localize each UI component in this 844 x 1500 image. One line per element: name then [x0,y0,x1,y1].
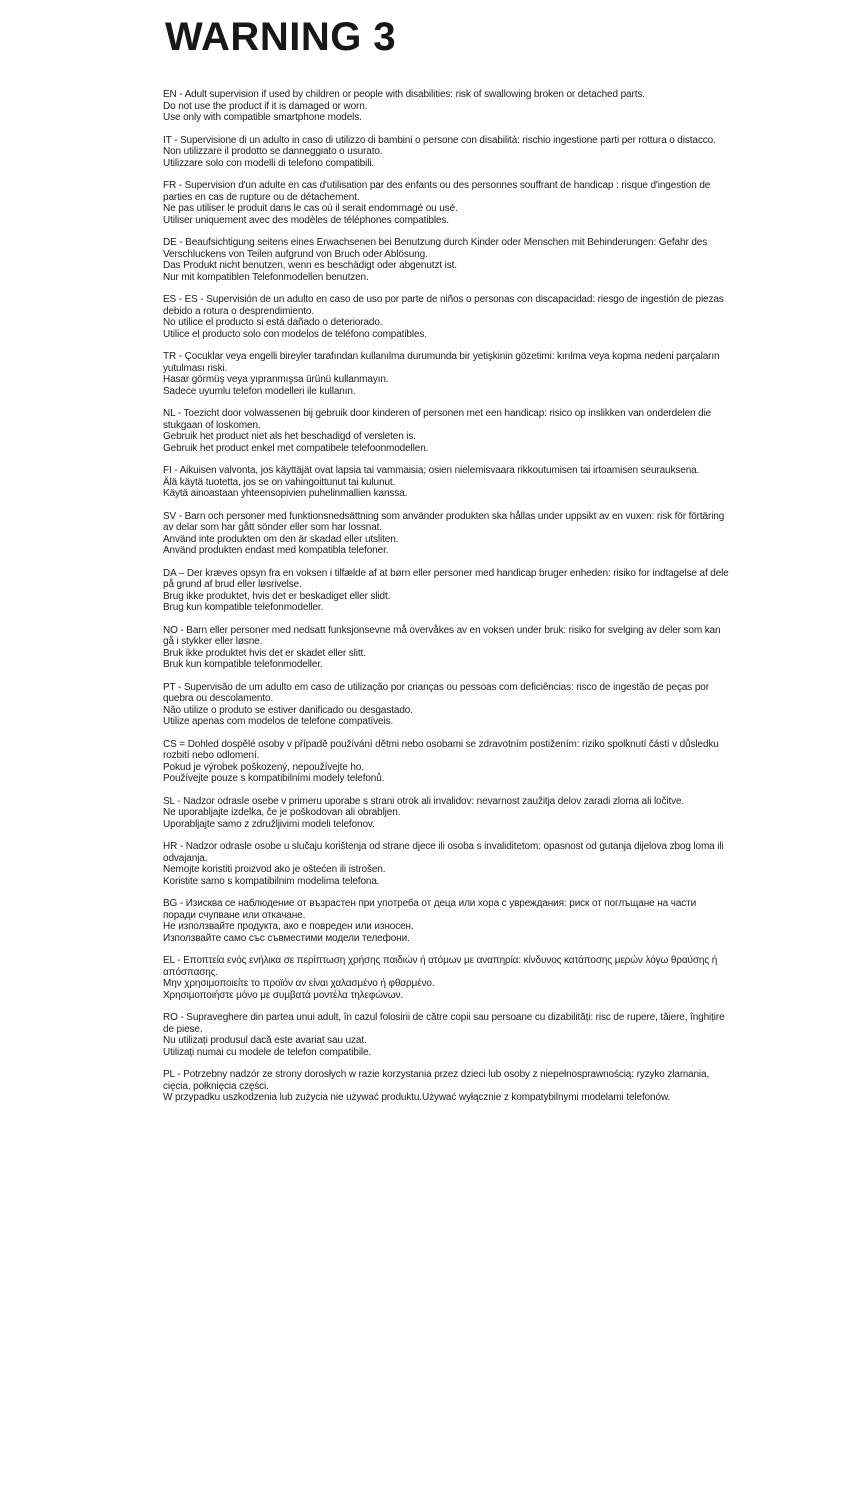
warning-paragraph-es [163,294,731,340]
warning-sentence: Do not use the product if it is damaged or worn. [163,100,368,112]
warning-sentence: IT - Supervisione di un adulto in caso di utilizzo di bambini o persone con disabilità: rischio ingestione parti per rottura o distacco. [163,134,716,146]
warning-sentence: Não utilize o produto se estiver danificado ou desgastado. [163,704,413,716]
warning-paragraph-sl [163,796,731,831]
warnings-list [163,89,731,1104]
warning-sentence: FR - Supervision d'un adulte en cas d'utilisation par des enfants ou des personnes souffrant de handicap : risque d'ingestion de parties en cas de rupture ou de détachement. [163,180,711,203]
warning-paragraph-cs [163,739,731,785]
warning-sentence: Brug kun kompatible telefonmodeller. [163,602,324,613]
warning-paragraph-no [163,625,731,671]
warning-sentence: Pokud je výrobek poškozený, nepoužívejte ho. [163,761,364,773]
warning-sentence: Bruk kun kompatible telefonmodeller. [163,659,323,670]
warning-sentence: Använd produkten endast med kompatibla telefoner. [163,545,389,556]
warning-paragraph-de [163,237,731,283]
warning-sentence: Χρησιμοποιήστε μόνο με συμβατά μοντέλα τηλεφώνων. [163,989,404,1001]
warning-sentence: Ne uporabljajte izdelka, če je poškodovan ali obrabljen. [163,807,401,818]
warning-paragraph-nl [163,408,731,454]
warning-sentence: Uporabljajte samo z združljivimi modeli telefonov. [163,818,375,830]
warning-sentence: Use only with compatible smartphone models. [163,112,362,123]
warning-sentence: Nur mit kompatiblen Telefonmodellen benutzen. [163,271,369,283]
warning-paragraph-fr [163,180,731,226]
warning-sentence: Μην χρησιμοποιείτε το προϊόν αν είναι χαλασμένο ή φθαρμένο. [163,978,435,989]
warning-sentence: DA – Der kræves opsyn fra en voksen i tilfælde af at børn eller personer med handicap bruger enheden: risiko for indtagelse af dele på grund af brud eller løsrivelse. [163,567,729,590]
warning-sentence: ES - ES - Supervisión de un adulto en caso de uso por parte de niños o personas con discapacidad: riesgo de ingestión de piezas debido a rotura o desprendimiento. [163,294,724,317]
warning-sentence: Brug ikke produktet, hvis det er beskadiget eller slidt. [163,590,391,602]
warning-sentence: Älä käytä tuotetta, jos se on vahingoittunut tai kulunut. [163,476,396,488]
warning-paragraph-fi [163,465,731,500]
warning-sentence: NL - Toezicht door volwassenen bij gebruik door kinderen of personen met een handicap: risico op inslikken van onderdelen die stukgaan of loskomen. [163,408,712,431]
warning-paragraph-it [163,135,731,170]
warning-paragraph-da [163,568,731,614]
warning-sentence: RO - Supraveghere din partea unui adult, în cazul folosirii de către copii sau persoane cu dizabilități: risc de rupere, tăiere, înghițire de piese. [163,1012,725,1035]
warning-sentence: Utilize apenas com modelos de telefone compatíveis. [163,716,394,727]
warning-paragraph-pt [163,682,731,728]
warning-sentence: No utilice el producto si está dañado o deteriorado. [163,317,383,328]
warning-sentence: Sadece uyumlu telefon modelleri ile kullanın. [163,385,356,397]
warning-sentence: Utilizzare solo con modelli di telefono compatibili. [163,157,375,169]
warning-paragraph-en [163,89,731,124]
warning-sentence: DE - Beaufsichtigung seitens eines Erwachsenen bei Benutzung durch Kinder oder Menschen mit Behinderungen: Gefahr des Verschluckens von Teilen aufgrund von Bruch oder Ablösung. [163,237,708,260]
warning-paragraph-el [163,955,731,1001]
warning-sentence: W przypadku uszkodzenia lub zużycia nie używać produktu.Używać wyłącznie z kompatybilnymi modelami telefonów. [163,1092,671,1103]
page-title: WARNING 3 [165,15,397,59]
warning-sentence: Käytä ainoastaan yhteensopivien puhelinmallien kanssa. [163,488,408,499]
warning-sentence: SL - Nadzor odrasle osebe v primeru uporabe s strani otrok ali invalidov: nevarnost zaužitja delov zaradi zloma ali ločitve. [163,795,685,807]
warning-sentence: Non utilizzare il prodotto se danneggiato o usurato. [163,146,383,157]
warning-sentence: CS = Dohled dospělé osoby v případě používání dětmi nebo osobami se zdravotním postižením: riziko spolknutí částí v důsledku rozbití nebo odlomení. [163,738,719,761]
warning-paragraph-bg [163,898,731,944]
warning-sentence: EL - Εποπτεία ενός ενήλικα σε περίπτωση χρήσης παιδιών ή ατόμων με αναπηρία: κίνδυνος κατάποσης μερών λόγω θραύσης ή απόσπασης. [163,955,718,978]
warning-sentence: BG - Изисква се наблюдение от възрастен при употреба от деца или хора с увреждания: риск от поглъщане на части поради счупване или откачане. [163,898,697,921]
warning-sentence: Nemojte koristiti proizvod ako je oštećen ili istrošen. [163,864,386,875]
warning-sentence: PL - Potrzebny nadzór ze strony dorosłych w razie korzystania przez dzieci lub osoby z niepełnosprawnością: ryzyko złamania, cięcia, połknięcia części. [163,1069,710,1092]
warning-paragraph-ro [163,1012,731,1058]
warning-sentence: Използвайте само със съвместими модели телефони. [163,932,410,944]
warning-sentence: Používejte pouze s kompatibilními modely telefonů. [163,773,385,784]
warning-sentence: FI - Aikuisen valvonta, jos käyttäjät ovat lapsia tai vammaisia; osien nielemisvaara rikkoutumisen tai irtoamisen seurauksena. [163,465,700,476]
warning-sentence: Använd inte produkten om den är skadad eller utsliten. [163,533,399,545]
warning-sentence: Utiliser uniquement avec des modèles de téléphones compatibles. [163,214,449,226]
warning-paragraph-sv [163,511,731,557]
warning-sentence: EN - Adult supervision if used by children or people with disabilities: risk of swallowing broken or detached parts. [163,89,645,100]
warning-sentence: Bruk ikke produktet hvis det er skadet eller slitt. [163,647,366,659]
warning-sentence: NO - Barn eller personer med nedsatt funksjonsevne må overvåkes av en voksen under bruk: risiko for svelging av deler som kan gå i stykker eller løsne. [163,624,721,647]
warning-sentence: Gebruik het product enkel met compatibele telefoonmodellen. [163,442,429,454]
warning-paragraph-tr [163,351,731,397]
warning-sentence: SV - Barn och personer med funktionsnedsättning som använder produkten ska hållas under uppsikt av en vuxen: risk för förtäring av delar som har gått sönder eller som har lossnat. [163,510,725,533]
warning-sentence: PT - Supervisão de um adulto em caso de utilização por crianças ou pessoas com deficiências: risco de ingestão de peças por quebra ou descolamento. [163,681,709,704]
warning-sentence: Utilice el producto solo con modelos de teléfono compatibles. [163,328,427,340]
warning-sentence: Utilizați numai cu modele de telefon compatibile. [163,1046,372,1058]
page-content [163,16,731,1115]
warning-sentence: Gebruik het product niet als het beschadigd of versleten is. [163,431,416,442]
warning-paragraph-pl [163,1069,731,1104]
warning-paragraph-hr [163,841,731,887]
warning-sentence: Не използвайте продукта, ако е повреден или износен. [163,921,414,932]
warning-sentence: TR - Çocuklar veya engelli bireyler tarafından kullanılma durumunda bir yetişkinin gözetimi: kırılma veya kopma nedeni parçaların yutulması riski. [163,351,720,374]
warning-sentence: Hasar görmüş veya yıpranmışsa ürünü kullanmayın. [163,374,389,385]
warning-sentence: Ne pas utiliser le produit dans le cas où il serait endommagé ou usé. [163,203,458,214]
warning-sentence: Das Produkt nicht benutzen, wenn es beschädigt oder abgenutzt ist. [163,260,457,271]
warning-sentence: HR - Nadzor odrasle osobe u slučaju korištenja od strane djece ili osoba s invaliditetom: opasnost od gutanja dijelova zbog loma ili odvajanja. [163,841,724,864]
warning-sentence: Koristite samo s kompatibilnim modelima telefona. [163,875,380,887]
warning-sentence: Nu utilizați produsul dacă este avariat sau uzat. [163,1035,367,1046]
